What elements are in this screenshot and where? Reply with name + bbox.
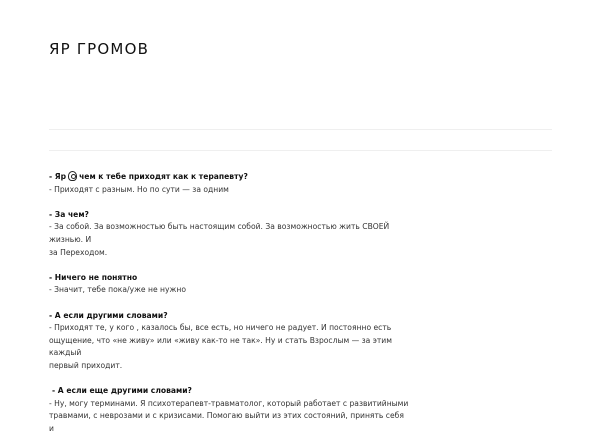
person-emoji-icon (68, 171, 77, 181)
question-text: - За чем? (49, 209, 89, 219)
site-title[interactable]: ЯР ГРОМОВ (49, 40, 150, 58)
answer-line: - За собой. За возможностью быть настоящим собой. За возможностью жить СВОЕЙ жизнью. И (49, 222, 390, 244)
answer-line: травмами, с неврозами и с кризисами. Помогаю выйти из этих состояний, принять себя и (49, 411, 404, 433)
header-divider (49, 129, 552, 130)
question-text: - Ничего не понятно (49, 272, 138, 282)
question-text: - А если еще другими словами? (52, 386, 192, 396)
qa-block (49, 310, 409, 373)
answer-line: ощущение, что «не живу» или «живу как-то не так». Ну и стать Взрослым — за этим каждый (49, 335, 392, 358)
question-text: - Яр чем к тебе приходят как к терапевту? (49, 172, 248, 181)
answer-line: - Приходят с разным. Но по сути — за одним (49, 184, 229, 194)
answer-line: - Приходят те, у кого , казалось бы, все есть, но ничего не радует. И постоянно есть (49, 323, 392, 333)
qa-block (49, 272, 409, 297)
answer-line: за Переходом. (49, 247, 108, 257)
post-content (49, 171, 409, 448)
qa-block (49, 209, 409, 259)
answer-line: первый приходит. (49, 360, 123, 370)
answer-line: - Значит, тебе пока/уже не нужно (49, 285, 186, 295)
question-text: - А если другими словами? (49, 310, 168, 320)
answer-line: - Ну, могу терминами. Я психотерапевт-травматолог, который работает с развитийными (49, 398, 409, 408)
qa-block (49, 171, 409, 196)
qa-block (49, 385, 409, 435)
content-divider (49, 150, 552, 151)
